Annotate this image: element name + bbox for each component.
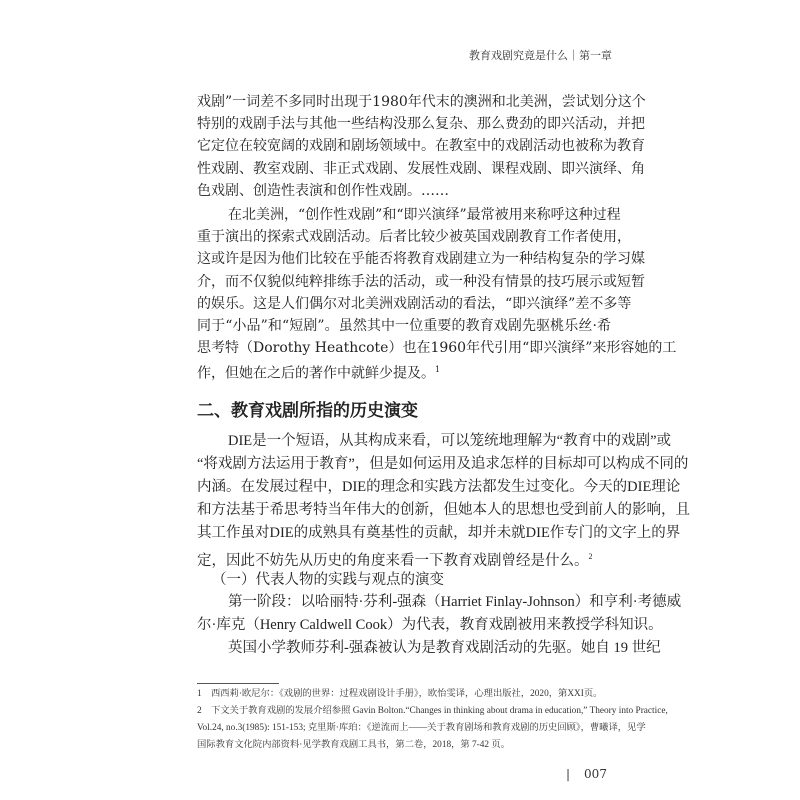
text-line-content: 定，因此不妨先从历史的角度来看一下教育戏剧曾经是什么。 [197, 552, 589, 569]
text-line-content: 在北美洲，“创作性戏剧”和“即兴演绎”最常被用来称呼这种过程 [228, 207, 621, 223]
text-line-content: 和方法基于希思考特当年伟大的创新，但她本人的思想也受到前人的影响，且 [197, 502, 690, 518]
text-line [197, 737, 611, 754]
text-line-content: 思考特（Dorothy Heathcote）也在1960年代引用“即兴演绎”来形容她的工 [197, 340, 677, 357]
text-line [197, 499, 690, 522]
text-line [197, 91, 646, 113]
running-header: 教育戏剧究竟是什么｜第一章 [469, 49, 612, 62]
text-line-content: Vol.24, no.3(1985): 151-153; 克里斯·库珀：《逆流而上——关于教育剧场和教育戏剧的历史回顾》，曹曦译，见学 [197, 723, 646, 733]
text-line-content: “将戏剧方法运用于教育”，但是如何运用及追求怎样的目标却可以构成不同的 [197, 456, 689, 472]
text-line [197, 686, 611, 703]
text-line-content: 特别的戏剧手法与其他一些结构没那么复杂、那么费劲的即兴活动，并把 [197, 116, 645, 133]
text-line-content: 作，但她在之后的著作中就鲜少提及。 [197, 365, 435, 382]
paragraph-c [197, 430, 690, 569]
text-line [197, 180, 611, 202]
text-line-content: 性戏剧、教室戏剧、非正式戏剧、发展性戏剧、课程戏剧、即兴演绎、角 [197, 160, 645, 177]
text-line [197, 158, 645, 180]
text-line [197, 720, 646, 737]
text-line-content: 重于演出的探索式戏剧活动。后者比较少被英国戏剧教育工作者使用， [197, 229, 631, 246]
text-line-content: 戏剧”一词差不多同时出现于1980年代末的澳洲和北美洲，尝试划分这个 [197, 94, 646, 110]
text-line-content: DIE是一个短语，从其构成来看，可以笼统地理解为“教育中的戏剧”或 [228, 433, 672, 449]
text-line-content: 1 西西莉·欧尼尔：《戏剧的世界：过程戏剧设计手册》，欧怡雯译，心理出版社，2020，第XXI页。 [197, 689, 603, 699]
text-line [197, 476, 681, 499]
text-line [197, 248, 645, 270]
footnotes [197, 686, 668, 754]
text-line [197, 293, 632, 315]
page-number: | 007 [566, 767, 607, 781]
text-line [197, 453, 689, 476]
footnote-reference[interactable]: 1 [435, 365, 441, 375]
text-line-content: 尔·库克（Henry Caldwell Cook）为代表，教育戏剧被用来教授学科知识。 [197, 617, 663, 633]
text-line [197, 337, 677, 359]
text-line [197, 703, 668, 720]
text-line [197, 522, 681, 545]
text-line [197, 271, 645, 293]
text-line-content: 介，而不仅貌似纯粹排练手法的活动，或一种没有情景的技巧展示或短暂 [197, 273, 645, 290]
text-line [197, 545, 611, 568]
text-line [197, 591, 682, 614]
page-number-text: 007 [584, 767, 607, 781]
text-line [197, 614, 663, 637]
text-line [197, 315, 611, 337]
text-line [197, 359, 611, 381]
text-line-content: 国际教育文化院内部资料·见学教育戏剧工具书，第二卷，2018，第 7-42 页。 [197, 740, 510, 750]
text-line [197, 430, 672, 453]
text-line-content: 的娱乐。这是人们偶尔对北美洲戏剧活动的看法，“即兴演绎”差不多等 [197, 295, 632, 312]
paragraph-b [197, 204, 677, 382]
section-heading: 二、教育戏剧所指的历史演变 [197, 401, 418, 421]
text-line-content: 内涵。在发展过程中，DIE的理念和实践方法都发生过变化。今天的DIE理论 [197, 479, 681, 495]
footnote-reference[interactable]: 2 [588, 552, 593, 561]
text-line-content: 同于“小品”和“短剧”。虽然其中一位重要的教育戏剧先驱桃乐丝·希 [197, 317, 611, 334]
text-line [197, 204, 621, 226]
subsection-heading: （一）代表人物的实践与观点的演变 [212, 572, 444, 588]
text-line-content: 色戏剧、创造性表演和创作性戏剧。…… [197, 182, 449, 199]
text-line-content: 英国小学教师芬利-强森被认为是教育戏剧活动的先驱。她自 19 世纪 [228, 640, 661, 656]
text-line [197, 113, 645, 135]
text-line [197, 226, 631, 248]
text-line-content: 第一阶段：以哈丽特·芬利-强森（Harriet Finlay-Johnson）和亨利·考德威 [228, 594, 682, 610]
text-line-content: 其工作虽对DIE的成熟具有奠基性的贡献，却并未就DIE作专门的文字上的界 [197, 525, 681, 541]
paragraph-a [197, 91, 646, 202]
text-line-content: 它定位在较宽阔的戏剧和剧场领域中。在教室中的戏剧活动也被称为教育 [197, 138, 645, 155]
text-line [197, 135, 645, 157]
text-line-content: 2 下文关于教育戏剧的发展介绍参照 Gavin Bolton.“Changes in thinking about drama in education,” Theory into Practice, [197, 706, 668, 716]
text-line-content: 这或许是因为他们比较在乎能否将教育戏剧建立为一种结构复杂的学习媒 [197, 251, 645, 268]
footnote-divider [197, 683, 279, 684]
paragraph-d [197, 591, 682, 660]
text-line [197, 637, 661, 660]
